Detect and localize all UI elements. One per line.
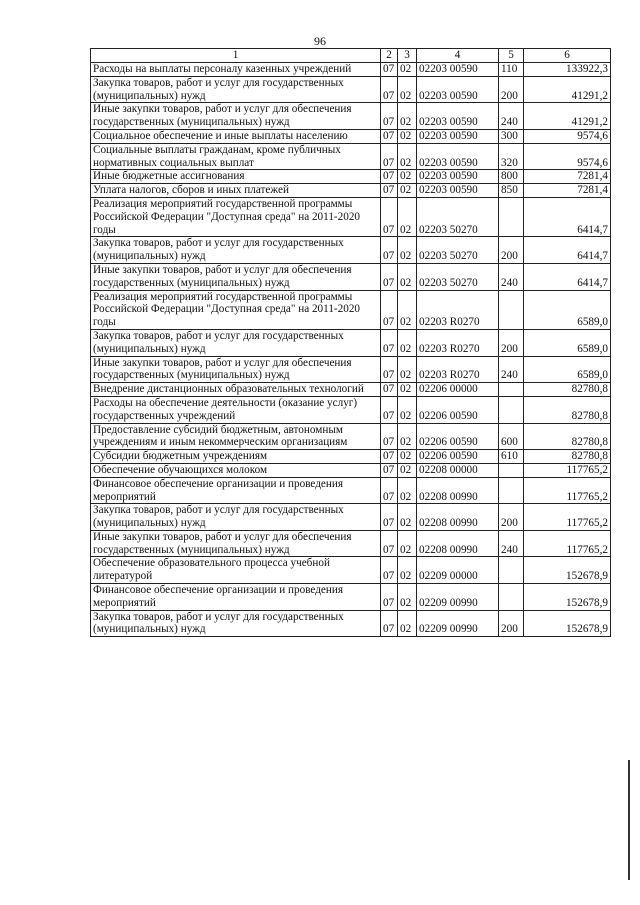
expense-name-cell: Иные закупки товаров, работ и услуг для обеспечения государственных (муниципальных) нужд xyxy=(91,356,381,383)
amount-cell: 41291,2 xyxy=(524,103,611,130)
expense-type-cell xyxy=(499,197,524,236)
subsection-code-cell: 02 xyxy=(398,477,417,504)
expense-name-cell: Иные закупки товаров, работ и услуг для обеспечения государственных (муниципальных) нужд xyxy=(91,530,381,557)
section-code-cell: 07 xyxy=(381,76,398,103)
amount-cell: 117765,2 xyxy=(524,463,611,477)
expense-name-cell: Иные закупки товаров, работ и услуг для обеспечения государственных (муниципальных) нужд xyxy=(91,103,381,130)
section-code-cell: 07 xyxy=(381,184,398,198)
expense-name-cell: Закупка товаров, работ и услуг для государственных (муниципальных) нужд xyxy=(91,76,381,103)
table-row xyxy=(91,396,611,423)
subsection-code-cell: 02 xyxy=(398,504,417,531)
target-article-cell: 02203 R0270 xyxy=(417,329,499,356)
section-code-cell: 07 xyxy=(381,584,398,611)
expense-name-cell: Финансовое обеспечение организации и проведения мероприятий xyxy=(91,477,381,504)
subsection-code-cell: 02 xyxy=(398,237,417,264)
amount-cell: 6589,0 xyxy=(524,290,611,329)
amount-cell: 152678,9 xyxy=(524,584,611,611)
section-code-cell: 07 xyxy=(381,237,398,264)
table-row xyxy=(91,504,611,531)
expense-type-cell: 320 xyxy=(499,143,524,170)
page-number: 96 xyxy=(314,34,326,48)
expense-name-cell: Иные закупки товаров, работ и услуг для обеспечения государственных (муниципальных) нужд xyxy=(91,263,381,290)
column-header-3: 3 xyxy=(398,49,417,63)
expense-type-cell: 600 xyxy=(499,423,524,450)
amount-cell: 152678,9 xyxy=(524,610,611,637)
section-code-cell: 07 xyxy=(381,383,398,397)
expense-name-cell: Субсидии бюджетным учреждениям xyxy=(91,450,381,464)
table-row xyxy=(91,557,611,584)
expense-type-cell xyxy=(499,557,524,584)
subsection-code-cell: 02 xyxy=(398,143,417,170)
amount-cell: 117765,2 xyxy=(524,530,611,557)
section-code-cell: 07 xyxy=(381,263,398,290)
expense-name-cell: Внедрение дистанционных образовательных технологий xyxy=(91,383,381,397)
amount-cell: 6589,0 xyxy=(524,356,611,383)
subsection-code-cell: 02 xyxy=(398,584,417,611)
expense-type-cell: 300 xyxy=(499,129,524,143)
target-article-cell: 02206 00590 xyxy=(417,423,499,450)
subsection-code-cell: 02 xyxy=(398,63,417,77)
table-row xyxy=(91,170,611,184)
expense-name-cell: Реализация мероприятий государственной программы Российской Федерации "Доступная среда" на 2011-2020 годы xyxy=(91,197,381,236)
target-article-cell: 02203 R0270 xyxy=(417,356,499,383)
section-code-cell: 07 xyxy=(381,450,398,464)
target-article-cell: 02203 00590 xyxy=(417,170,499,184)
amount-cell: 7281,4 xyxy=(524,170,611,184)
target-article-cell: 02209 00990 xyxy=(417,584,499,611)
table-row xyxy=(91,450,611,464)
target-article-cell: 02203 00590 xyxy=(417,76,499,103)
amount-cell: 82780,8 xyxy=(524,396,611,423)
expense-type-cell xyxy=(499,290,524,329)
section-code-cell: 07 xyxy=(381,290,398,329)
amount-cell: 133922,3 xyxy=(524,63,611,77)
section-code-cell: 07 xyxy=(381,329,398,356)
expense-name-cell: Реализация мероприятий государственной программы Российской Федерации "Доступная среда" на 2011-2020 годы xyxy=(91,290,381,329)
table-row xyxy=(91,383,611,397)
expense-type-cell: 200 xyxy=(499,76,524,103)
expense-type-cell: 850 xyxy=(499,184,524,198)
target-article-cell: 02203 00590 xyxy=(417,129,499,143)
expense-type-cell: 240 xyxy=(499,103,524,130)
expense-name-cell: Иные бюджетные ассигнования xyxy=(91,170,381,184)
section-code-cell: 07 xyxy=(381,463,398,477)
section-code-cell: 07 xyxy=(381,356,398,383)
subsection-code-cell: 02 xyxy=(398,184,417,198)
section-code-cell: 07 xyxy=(381,103,398,130)
expense-name-cell: Расходы на выплаты персоналу казенных учреждений xyxy=(91,63,381,77)
amount-cell: 82780,8 xyxy=(524,423,611,450)
expense-name-cell: Расходы на обеспечение деятельности (оказание услуг) государственных учреждений xyxy=(91,396,381,423)
expense-type-cell xyxy=(499,584,524,611)
budget-table xyxy=(90,48,611,637)
subsection-code-cell: 02 xyxy=(398,463,417,477)
table-row xyxy=(91,129,611,143)
target-article-cell: 02203 50270 xyxy=(417,237,499,264)
amount-cell: 7281,4 xyxy=(524,184,611,198)
table-body xyxy=(91,63,611,637)
amount-cell: 152678,9 xyxy=(524,557,611,584)
expense-name-cell: Закупка товаров, работ и услуг для государственных (муниципальных) нужд xyxy=(91,237,381,264)
expense-type-cell: 240 xyxy=(499,263,524,290)
table-row xyxy=(91,103,611,130)
table-row xyxy=(91,184,611,198)
amount-cell: 6589,0 xyxy=(524,329,611,356)
expense-type-cell xyxy=(499,477,524,504)
section-code-cell: 07 xyxy=(381,129,398,143)
subsection-code-cell: 02 xyxy=(398,450,417,464)
column-header-6: 6 xyxy=(524,49,611,63)
expense-type-cell: 110 xyxy=(499,63,524,77)
expense-name-cell: Социальное обеспечение и иные выплаты населению xyxy=(91,129,381,143)
expense-type-cell: 200 xyxy=(499,504,524,531)
amount-cell: 82780,8 xyxy=(524,450,611,464)
subsection-code-cell: 02 xyxy=(398,290,417,329)
subsection-code-cell: 02 xyxy=(398,263,417,290)
target-article-cell: 02203 00590 xyxy=(417,63,499,77)
expense-type-cell: 200 xyxy=(499,610,524,637)
column-header-4: 4 xyxy=(417,49,499,63)
amount-cell: 82780,8 xyxy=(524,383,611,397)
amount-cell: 6414,7 xyxy=(524,197,611,236)
table-row xyxy=(91,329,611,356)
section-code-cell: 07 xyxy=(381,197,398,236)
amount-cell: 6414,7 xyxy=(524,263,611,290)
table-row xyxy=(91,197,611,236)
table-row xyxy=(91,143,611,170)
expense-name-cell: Обеспечение обучающихся молоком xyxy=(91,463,381,477)
target-article-cell: 02203 00590 xyxy=(417,103,499,130)
section-code-cell: 07 xyxy=(381,170,398,184)
subsection-code-cell: 02 xyxy=(398,197,417,236)
expense-name-cell: Обеспечение образовательного процесса учебной литературой xyxy=(91,557,381,584)
amount-cell: 41291,2 xyxy=(524,76,611,103)
section-code-cell: 07 xyxy=(381,396,398,423)
subsection-code-cell: 02 xyxy=(398,383,417,397)
subsection-code-cell: 02 xyxy=(398,170,417,184)
expense-name-cell: Закупка товаров, работ и услуг для государственных (муниципальных) нужд xyxy=(91,610,381,637)
amount-cell: 6414,7 xyxy=(524,237,611,264)
expense-type-cell: 240 xyxy=(499,356,524,383)
expense-type-cell: 610 xyxy=(499,450,524,464)
expense-type-cell: 200 xyxy=(499,237,524,264)
expense-name-cell: Закупка товаров, работ и услуг для государственных (муниципальных) нужд xyxy=(91,504,381,531)
section-code-cell: 07 xyxy=(381,530,398,557)
subsection-code-cell: 02 xyxy=(398,103,417,130)
table-row xyxy=(91,423,611,450)
subsection-code-cell: 02 xyxy=(398,76,417,103)
target-article-cell: 02203 50270 xyxy=(417,263,499,290)
target-article-cell: 02208 00990 xyxy=(417,477,499,504)
section-code-cell: 07 xyxy=(381,504,398,531)
section-code-cell: 07 xyxy=(381,610,398,637)
amount-cell: 9574,6 xyxy=(524,143,611,170)
target-article-cell: 02206 00590 xyxy=(417,396,499,423)
expense-name-cell: Предоставление субсидий бюджетным, автономным учреждениям и иным некоммерческим организациям xyxy=(91,423,381,450)
target-article-cell: 02208 00990 xyxy=(417,504,499,531)
section-code-cell: 07 xyxy=(381,143,398,170)
target-article-cell: 02208 00990 xyxy=(417,530,499,557)
target-article-cell: 02209 00000 xyxy=(417,557,499,584)
subsection-code-cell: 02 xyxy=(398,423,417,450)
expense-name-cell: Социальные выплаты гражданам, кроме публичных нормативных социальных выплат xyxy=(91,143,381,170)
expense-name-cell: Финансовое обеспечение организации и проведения мероприятий xyxy=(91,584,381,611)
subsection-code-cell: 02 xyxy=(398,610,417,637)
expense-type-cell xyxy=(499,383,524,397)
section-code-cell: 07 xyxy=(381,63,398,77)
target-article-cell: 02208 00000 xyxy=(417,463,499,477)
table-row xyxy=(91,530,611,557)
table-row xyxy=(91,584,611,611)
table-row xyxy=(91,263,611,290)
margin-mark xyxy=(628,760,630,880)
target-article-cell: 02206 00000 xyxy=(417,383,499,397)
subsection-code-cell: 02 xyxy=(398,356,417,383)
expense-name-cell: Закупка товаров, работ и услуг для государственных (муниципальных) нужд xyxy=(91,329,381,356)
expense-name-cell: Уплата налогов, сборов и иных платежей xyxy=(91,184,381,198)
target-article-cell: 02203 R0270 xyxy=(417,290,499,329)
amount-cell: 117765,2 xyxy=(524,504,611,531)
column-header-5: 5 xyxy=(499,49,524,63)
section-code-cell: 07 xyxy=(381,477,398,504)
table-row xyxy=(91,290,611,329)
section-code-cell: 07 xyxy=(381,557,398,584)
section-code-cell: 07 xyxy=(381,423,398,450)
target-article-cell: 02203 00590 xyxy=(417,143,499,170)
expense-type-cell xyxy=(499,463,524,477)
table-row xyxy=(91,76,611,103)
target-article-cell: 02203 50270 xyxy=(417,197,499,236)
target-article-cell: 02209 00990 xyxy=(417,610,499,637)
subsection-code-cell: 02 xyxy=(398,557,417,584)
expense-type-cell xyxy=(499,396,524,423)
target-article-cell: 02203 00590 xyxy=(417,184,499,198)
target-article-cell: 02206 00590 xyxy=(417,450,499,464)
table-row xyxy=(91,610,611,637)
subsection-code-cell: 02 xyxy=(398,396,417,423)
subsection-code-cell: 02 xyxy=(398,530,417,557)
expense-type-cell: 200 xyxy=(499,329,524,356)
column-header-1: 1 xyxy=(91,49,381,63)
expense-type-cell: 240 xyxy=(499,530,524,557)
table-row xyxy=(91,237,611,264)
expense-type-cell: 800 xyxy=(499,170,524,184)
column-header-2: 2 xyxy=(381,49,398,63)
amount-cell: 117765,2 xyxy=(524,477,611,504)
table-row xyxy=(91,63,611,77)
table-row xyxy=(91,477,611,504)
table-header-row xyxy=(91,49,611,63)
subsection-code-cell: 02 xyxy=(398,329,417,356)
amount-cell: 9574,6 xyxy=(524,129,611,143)
table-row xyxy=(91,356,611,383)
subsection-code-cell: 02 xyxy=(398,129,417,143)
table-row xyxy=(91,463,611,477)
